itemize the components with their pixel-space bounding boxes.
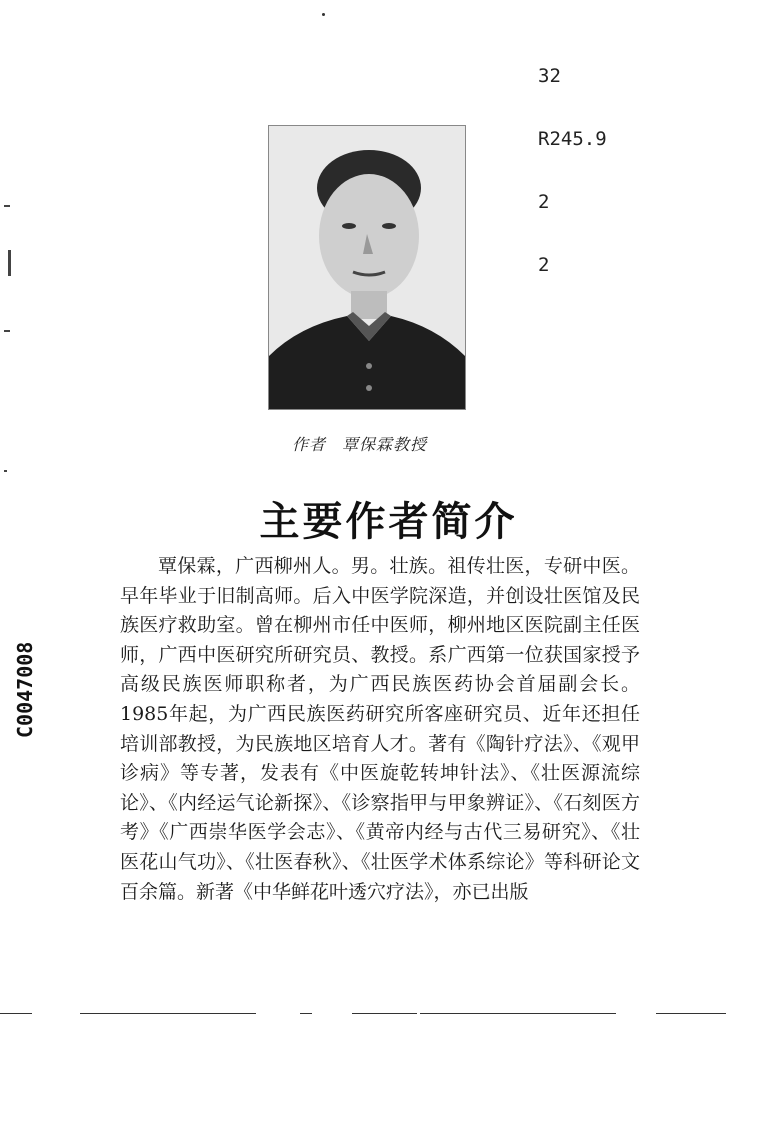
call-number-line: 2	[538, 191, 550, 213]
author-portrait	[268, 125, 466, 410]
caption-label: 作者	[292, 435, 327, 454]
page-title: 主要作者简介	[259, 499, 518, 545]
edge-mark	[4, 205, 10, 207]
bottom-rule	[352, 1013, 417, 1014]
edge-mark	[4, 470, 7, 472]
author-bio-paragraph: 覃保霖，广西柳州人。男。壮族。祖传壮医，专研中医。早年毕业于旧制高师。后入中医学院深造，并创设壮医馆及民族医疗救助室。曾在柳州市任中医师，柳州地区医院副主任医师，广西中医研究所研究员、教授。系广西第一位获国家授予高级民族医师职称者，为广西民族医药协会首届副会长。1985年起，为广西民族医药研究所客座研究员、近年还担任培训部教授，为民族地区培育人才。著有《陶针疗法》、《观甲诊病》等专著，发表有《中医旋乾转坤针法》、《壮医源流综论》、《内经运气论新探》、《诊察指甲与甲象辨证》、《石刻医方考》《广西崇华医学会志》、《黄帝内经与古代三易研究》、《壮医花山气功》、《壮医春秋》、《壮医学术体系综论》等科研论文百余篇。新著《中华鲜花叶透穴疗法》，亦已出版	[120, 555, 640, 903]
bottom-rule	[656, 1013, 726, 1014]
speck	[322, 13, 325, 16]
bottom-rule	[420, 1013, 616, 1014]
call-number-line: 32	[538, 65, 561, 87]
call-number-line: R245.9	[538, 128, 607, 150]
bottom-rule	[80, 1013, 256, 1014]
call-number	[538, 24, 607, 297]
bottom-rule	[0, 1013, 32, 1014]
edge-mark	[8, 250, 11, 276]
edge-mark	[4, 330, 10, 332]
bottom-rule	[300, 1013, 312, 1014]
call-number-line: 2	[538, 254, 550, 276]
side-stamp: C0047008	[13, 641, 37, 738]
portrait-photo-icon	[269, 126, 465, 409]
photo-caption	[292, 432, 443, 455]
caption-name: 覃保霖教授	[342, 435, 428, 454]
